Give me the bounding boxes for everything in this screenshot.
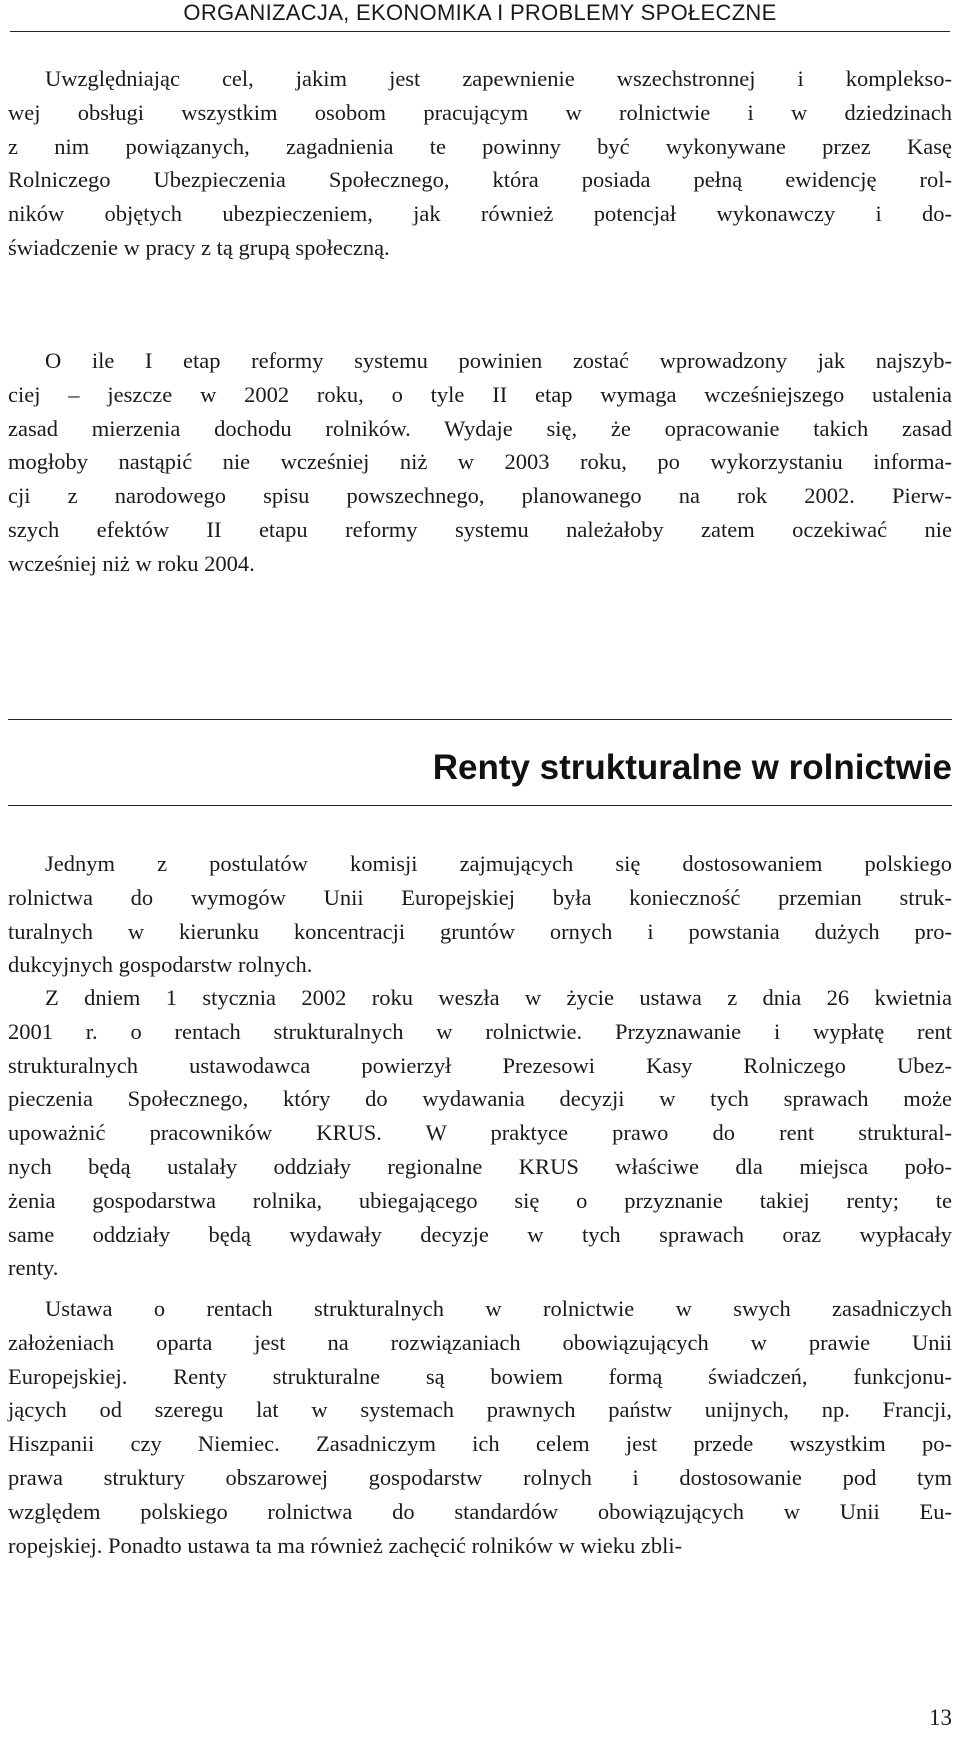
text-line: szych efektów II etapu reformy systemu należałoby zatem oczekiwać nie xyxy=(8,516,952,542)
text-line: świadczenie w pracy z tą grupą społeczną. xyxy=(8,234,390,260)
text-line: jących od szeregu lat w systemach prawnych państw unijnych, np. Francji, xyxy=(8,1397,952,1423)
text-line: O ile I etap reformy systemu powinien zostać wprowadzony jak najszyb- xyxy=(45,348,952,373)
text-line: Rolniczego Ubezpieczenia Społecznego, która posiada pełną ewidencję rol- xyxy=(8,167,952,193)
text-line: Jednym z postulatów komisji zajmujących się dostosowaniem polskiego xyxy=(45,851,952,876)
text-line: upoważnić pracowników KRUS. W praktyce prawo do rent struktural- xyxy=(8,1120,952,1146)
text-line: Z dniem 1 stycznia 2002 roku weszła w życie ustawa z dnia 26 kwietnia xyxy=(45,985,952,1010)
text-line: Hiszpanii czy Niemiec. Zasadniczym ich celem jest przede wszystkim po- xyxy=(8,1431,952,1457)
text-line: mogłoby nastąpić nie wcześniej niż w 2003 roku, po wykorzystaniu informa- xyxy=(8,449,952,475)
text-line: Uwzględniając cel, jakim jest zapewnienie wszechstronnej i komplekso- xyxy=(45,66,952,91)
page-number: 13 xyxy=(929,1705,952,1730)
header-rule xyxy=(10,31,950,32)
text-line: wcześniej niż w roku 2004. xyxy=(8,550,255,576)
text-line: założeniach oparta jest na rozwiązaniach obowiązujących w prawie Unii xyxy=(8,1329,952,1355)
text-line: zasad mierzenia dochodu rolników. Wydaje się, że opracowanie takich zasad xyxy=(8,415,952,441)
text-line: Europejskiej. Renty strukturalne są bowiem formą świadczeń, funkcjonu- xyxy=(8,1363,952,1389)
text-line: renty. xyxy=(8,1255,59,1281)
text-line: prawa struktury obszarowej gospodarstw rolnych i dostosowanie pod tym xyxy=(8,1464,952,1490)
text-line: nych będą ustalały oddziały regionalne KRUS właściwe dla miejsca poło- xyxy=(8,1153,952,1179)
section-rule-bottom xyxy=(8,805,952,806)
text-line: Ustawa o rentach strukturalnych w rolnictwie w swych zasadniczych xyxy=(45,1296,952,1321)
text-line: ropejskiej. Ponadto ustawa ta ma również zachęcić rolników w wieku zbli- xyxy=(8,1532,683,1558)
paragraph xyxy=(8,62,952,265)
text-line: ciej – jeszcze w 2002 roku, o tyle II etap wymaga wcześniejszego ustalenia xyxy=(8,381,952,407)
section-rule-top xyxy=(8,719,952,720)
paragraph xyxy=(8,344,952,581)
text-line: rolnictwa do wymogów Unii Europejskiej była konieczność przemian struk- xyxy=(8,884,952,910)
text-line: 2001 r. o rentach strukturalnych w rolnictwie. Przyznawanie i wypłatę rent xyxy=(8,1018,952,1044)
text-line: turalnych w kierunku koncentracji gruntów ornych i powstania dużych pro- xyxy=(8,918,952,944)
paragraph xyxy=(8,981,952,1285)
text-line: z nim powiązanych, zagadnienia te powinny być wykonywane przez Kasę xyxy=(8,133,952,159)
text-line: żenia gospodarstwa rolnika, ubiegającego się o przyznanie takiej renty; te xyxy=(8,1187,952,1213)
running-head: ORGANIZACJA, EKONOMIKA I PROBLEMY SPOŁECZNE xyxy=(183,0,777,25)
text-line: cji z narodowego spisu powszechnego, planowanego na rok 2002. Pierw- xyxy=(8,483,952,509)
paragraph xyxy=(8,847,952,982)
text-line: same oddziały będą wydawały decyzje w tych sprawach oraz wypłacały xyxy=(8,1221,952,1247)
paragraph xyxy=(8,1292,952,1562)
text-line: pieczenia Społecznego, który do wydawania decyzji w tych sprawach może xyxy=(8,1086,952,1112)
text-line: względem polskiego rolnictwa do standardów obowiązujących w Unii Eu- xyxy=(8,1498,952,1524)
section-title: Renty strukturalne w rolnictwie xyxy=(432,748,952,787)
text-line: ników objętych ubezpieczeniem, jak również potencjał wykonawczy i do- xyxy=(8,201,952,227)
text-line: wej obsługi wszystkim osobom pracującym w rolnictwie i w dziedzinach xyxy=(8,99,952,125)
text-line: dukcyjnych gospodarstw rolnych. xyxy=(8,952,313,978)
text-line: strukturalnych ustawodawca powierzył Prezesowi Kasy Rolniczego Ubez- xyxy=(8,1052,952,1078)
